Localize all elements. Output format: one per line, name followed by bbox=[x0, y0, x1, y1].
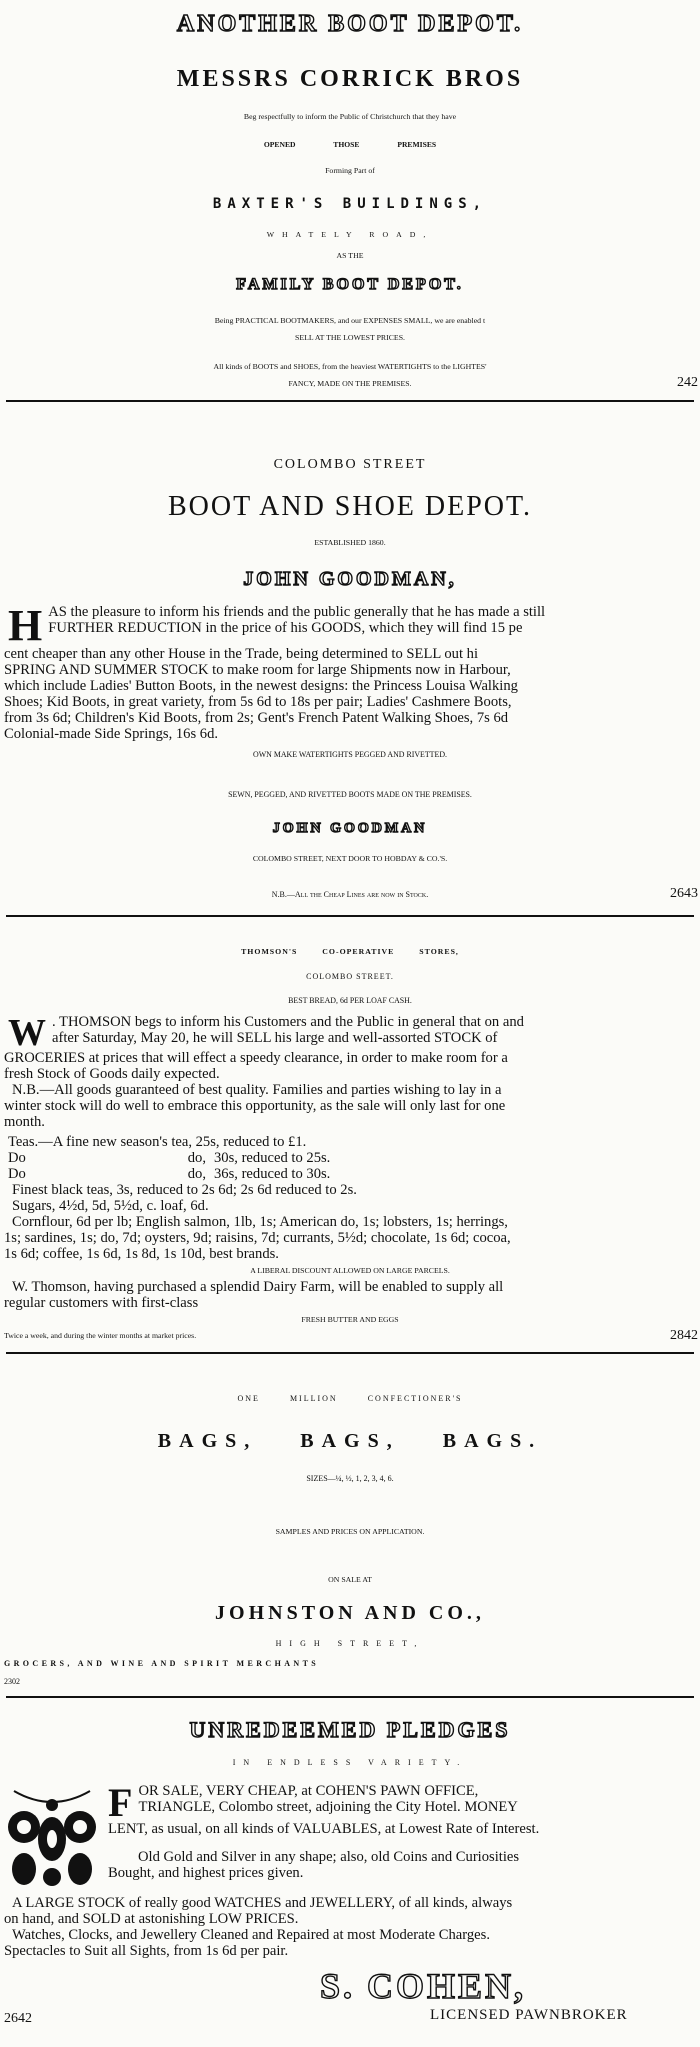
ad3-list-line-4: 1s 6d; coffee, 1s 6d, 1s 8d, 1s 10d, best brands. bbox=[4, 1246, 279, 1262]
ad2-paragraph bbox=[0, 601, 700, 742]
ad2-para-line-3: SPRING AND SUMMER STOCK to make room for large Shipments now in Harbour, bbox=[4, 662, 511, 678]
ad5-stock-line-1: on hand, and SOLD at astonishing LOW PRICES. bbox=[4, 1911, 299, 1927]
ad3-tea-label: Teas.—A fine new season's tea, 25s, reduced to £1. bbox=[8, 1134, 307, 1150]
ad3-price-list bbox=[0, 1182, 700, 1262]
ad5-para-line-2: LENT, as usual, on all kinds of VALUABLES, at Lowest Rate of Interest. bbox=[108, 1821, 540, 1837]
ad3-paragraph bbox=[0, 1014, 700, 1130]
ad5-stock-line-0: A LARGE STOCK of really good WATCHES and JEWELLERY, of all kinds, always bbox=[12, 1895, 513, 1911]
ad3-para-line-5: winter stock will do well to embrace this opportunity, as the sale will only last for one bbox=[4, 1098, 506, 1114]
ad5-subtitle: IN ENDLESS VARIETY. bbox=[232, 1758, 468, 1767]
ad2-sewn: SEWN, PEGGED, AND RIVETTED BOOTS MADE ON THE PREMISES. bbox=[228, 790, 472, 799]
ad4-samples: SAMPLES AND PRICES ON APPLICATION. bbox=[275, 1527, 425, 1536]
ad2-para-line-1: FURTHER REDUCTION in the price of his GOODS, which they will find 15 pe bbox=[48, 620, 523, 636]
ad4-on-sale: ON SALE AT bbox=[328, 1575, 372, 1584]
ad2-para-line-6: from 3s 6d; Children's Kid Boots, from 2s; Gent's French Patent Walking Shoes, 7s 6d bbox=[4, 710, 509, 726]
ad5-stock-line-2: Watches, Clocks, and Jewellery Cleaned and Repaired at most Moderate Charges. bbox=[12, 1927, 490, 1943]
ad2-dropcap: H bbox=[8, 601, 43, 650]
ad3-list-line-2: Cornflour, 6d per lb; English salmon, 1lb, 1s; American do, 1s; lobsters, 1s; herrings, bbox=[12, 1214, 508, 1230]
ad3-para-line-2: GROCERIES at prices that will effect a speedy clearance, in order to make room for a bbox=[4, 1050, 508, 1066]
ad4-firm: JOHNSTON AND CO., bbox=[215, 1602, 485, 1624]
ad2-para-line-4: which include Ladies' Button Boots, in the newest designs: the Princess Louisa Walking bbox=[4, 678, 518, 694]
ad3-butter: FRESH BUTTER AND EGGS bbox=[301, 1315, 399, 1324]
ad-john-goodman bbox=[0, 448, 700, 938]
ad4-bags: BAGS, BAGS, BAGS. bbox=[157, 1430, 543, 1452]
ad1-depot: FAMILY BOOT DEPOT. bbox=[236, 276, 464, 293]
ad1-practical-2: SELL AT THE LOWEST PRICES. bbox=[295, 333, 405, 342]
ad2-number: 2643 bbox=[670, 886, 698, 901]
ad3-dairy bbox=[0, 1279, 700, 1311]
ad3-para-line-6: month. bbox=[4, 1114, 45, 1130]
ad5-para-line-1: TRIANGLE, Colombo street, adjoining the City Hotel. MONEY bbox=[138, 1799, 518, 1815]
ad3-street: COLOMBO STREET. bbox=[306, 972, 394, 981]
ad3-title: THOMSON'S CO-OPERATIVE STORES, bbox=[241, 947, 459, 956]
ad5-number: 2642 bbox=[4, 2011, 32, 2026]
ad5-gold-1: Old Gold and Silver in any shape; also, old Coins and Curiosities bbox=[138, 1849, 520, 1865]
ad3-tea-price: 30s, reduced to 25s. bbox=[214, 1150, 331, 1166]
ad-johnston-co bbox=[0, 1384, 700, 1709]
ad2-para-line-0: AS the pleasure to inform his friends and the public generally that he has made a still bbox=[48, 604, 546, 620]
ad3-para-line-0: . THOMSON begs to inform his Customers and the Public in general that on and bbox=[52, 1014, 524, 1030]
ad1-forming: Forming Part of bbox=[325, 166, 375, 175]
ad2-divider bbox=[6, 915, 694, 917]
ad5-stock bbox=[0, 1895, 700, 1959]
ad1-practical-1: Being PRACTICAL BOOTMAKERS, and our EXPENSES SMALL, we are enabled t bbox=[214, 316, 486, 325]
ad3-tea-row-1 bbox=[0, 1150, 700, 1166]
ad4-trade: GROCERS, AND WINE AND SPIRIT MERCHANTS bbox=[4, 1659, 320, 1668]
ad3-tea-list bbox=[0, 1134, 700, 1182]
ad4-sizes: SIZES—¼, ½, 1, 2, 3, 4, 6. bbox=[306, 1474, 394, 1483]
ad3-dropcap: W bbox=[8, 1012, 46, 1054]
ad2-nb: N.B.—All the Cheap Lines are now in Stock. bbox=[271, 890, 429, 899]
ad3-para-line-3: fresh Stock of Goods daily expected. bbox=[4, 1066, 220, 1082]
ad3-list-line-0: Finest black teas, 3s, reduced to 2s 6d; 2s 6d reduced to 2s. bbox=[12, 1182, 357, 1198]
ad3-bread: BEST BREAD, 6d PER LOAF CASH. bbox=[288, 996, 412, 1005]
ad-thomson-stores bbox=[0, 938, 700, 1384]
ad1-intro: Beg respectfully to inform the Public of Christchurch that they have bbox=[243, 112, 457, 121]
ad3-tea-ditto: do, bbox=[187, 1150, 206, 1166]
ad3-tea-row-0 bbox=[0, 1134, 700, 1150]
ad1-building: BAXTER'S BUILDINGS, bbox=[212, 196, 488, 212]
ad3-tea-ditto: do, bbox=[187, 1166, 206, 1182]
ad2-street: COLOMBO STREET bbox=[273, 457, 427, 472]
ad5-licensed: LICENSED PAWNBROKER bbox=[430, 2007, 628, 2023]
ad2-own-make: OWN MAKE WATERTIGHTS PEGGED AND RIVETTED. bbox=[253, 750, 447, 759]
ad3-tea-do: Do bbox=[8, 1150, 26, 1166]
ad2-para-line-2: cent cheaper than any other House in the Trade, being determined to SELL out hi bbox=[4, 646, 479, 662]
ad3-tea-row-2 bbox=[0, 1166, 700, 1182]
ad5-paragraph bbox=[104, 1780, 700, 1881]
ad1-firm: MESSRS CORRICK BROS bbox=[176, 66, 524, 92]
ad3-para-line-1: after Saturday, May 20, he will SELL his large and well-assorted STOCK of bbox=[52, 1030, 498, 1046]
ad3-list-line-1: Sugars, 4½d, 5d, 5½d, c. loaf, 6d. bbox=[12, 1198, 209, 1214]
ad2-name-2: JOHN GOODMAN bbox=[272, 821, 428, 836]
ad3-divider bbox=[6, 1352, 694, 1354]
ad3-tea-price: 36s, reduced to 30s. bbox=[214, 1166, 331, 1182]
ad2-para-line-7: Colonial-made Side Springs, 16s 6d. bbox=[4, 726, 219, 742]
ad5-stock-line-3: Spectacles to Suit all Sights, from 1s 6d per pair. bbox=[4, 1943, 289, 1959]
ad3-tea-do: Do bbox=[8, 1166, 26, 1182]
ad5-name: S. COHEN, bbox=[320, 1966, 527, 2006]
ad1-headline: ANOTHER BOOT DEPOT. bbox=[176, 11, 524, 37]
ad3-dairy-1: W. Thomson, having purchased a splendid Dairy Farm, will be enabled to supply all bbox=[12, 1279, 504, 1295]
ad1-as-the: AS THE bbox=[336, 251, 364, 260]
ad2-para-line-5: Shoes; Kid Boots, in great variety, from 5s 6d to 18s per pair; Ladies' Cashmere Boots, bbox=[4, 694, 512, 710]
ad3-number: 2842 bbox=[670, 1328, 698, 1343]
ad1-number: 242 bbox=[677, 375, 698, 390]
ad5-para-line-0: OR SALE, VERY CHEAP, at COHEN'S PAWN OFFICE, bbox=[138, 1783, 479, 1799]
ad5-dropcap: F bbox=[108, 1780, 133, 1825]
ad-cohen-pawn bbox=[0, 1709, 700, 2047]
ad3-para-line-4: N.B.—All goods guaranteed of best quality. Families and parties wishing to lay in a bbox=[12, 1082, 502, 1098]
ad3-list-line-3: 1s; sardines, 1s; do, 7d; oysters, 9d; raisins, 7d; currants, 5½d; chocolate, 1s 6d; cocoa, bbox=[4, 1230, 511, 1246]
ad1-road: WHATELY ROAD, bbox=[266, 230, 434, 239]
ad2-depot: BOOT AND SHOE DEPOT. bbox=[167, 491, 533, 522]
ad4-street: HIGH STREET, bbox=[275, 1639, 425, 1648]
ad2-name: JOHN GOODMAN, bbox=[243, 568, 457, 590]
ad-corrick-bros bbox=[0, 2, 700, 448]
ad3-twice: Twice a week, and during the winter months at market prices. bbox=[4, 1331, 197, 1340]
ad1-divider bbox=[6, 400, 694, 402]
ad1-kinds-2: FANCY, MADE ON THE PREMISES. bbox=[288, 379, 412, 388]
ad3-dairy-2: regular customers with first-class bbox=[4, 1295, 199, 1311]
ad3-discount: A LIBERAL DISCOUNT ALLOWED ON LARGE PARCELS. bbox=[250, 1266, 450, 1275]
ad1-opened: OPENED THOSE PREMISES bbox=[263, 140, 437, 149]
ad5-title: UNREDEEMED PLEDGES bbox=[189, 1717, 511, 1742]
ad5-gold-2: Bought, and highest prices given. bbox=[108, 1865, 304, 1881]
ad4-title: ONE MILLION CONFECTIONER'S bbox=[237, 1394, 463, 1403]
ad2-established: ESTABLISHED 1860. bbox=[314, 538, 386, 547]
jewellery-illustration-icon bbox=[4, 1783, 100, 1887]
ad4-divider bbox=[6, 1696, 694, 1698]
ad2-address: COLOMBO STREET, NEXT DOOR TO HOBDAY & CO.'S. bbox=[252, 854, 448, 863]
ad1-kinds-1: All kinds of BOOTS and SHOES, from the heaviest WATERTIGHTS to the LIGHTES' bbox=[213, 362, 487, 371]
ad4-number: 2302 bbox=[4, 1677, 20, 1686]
